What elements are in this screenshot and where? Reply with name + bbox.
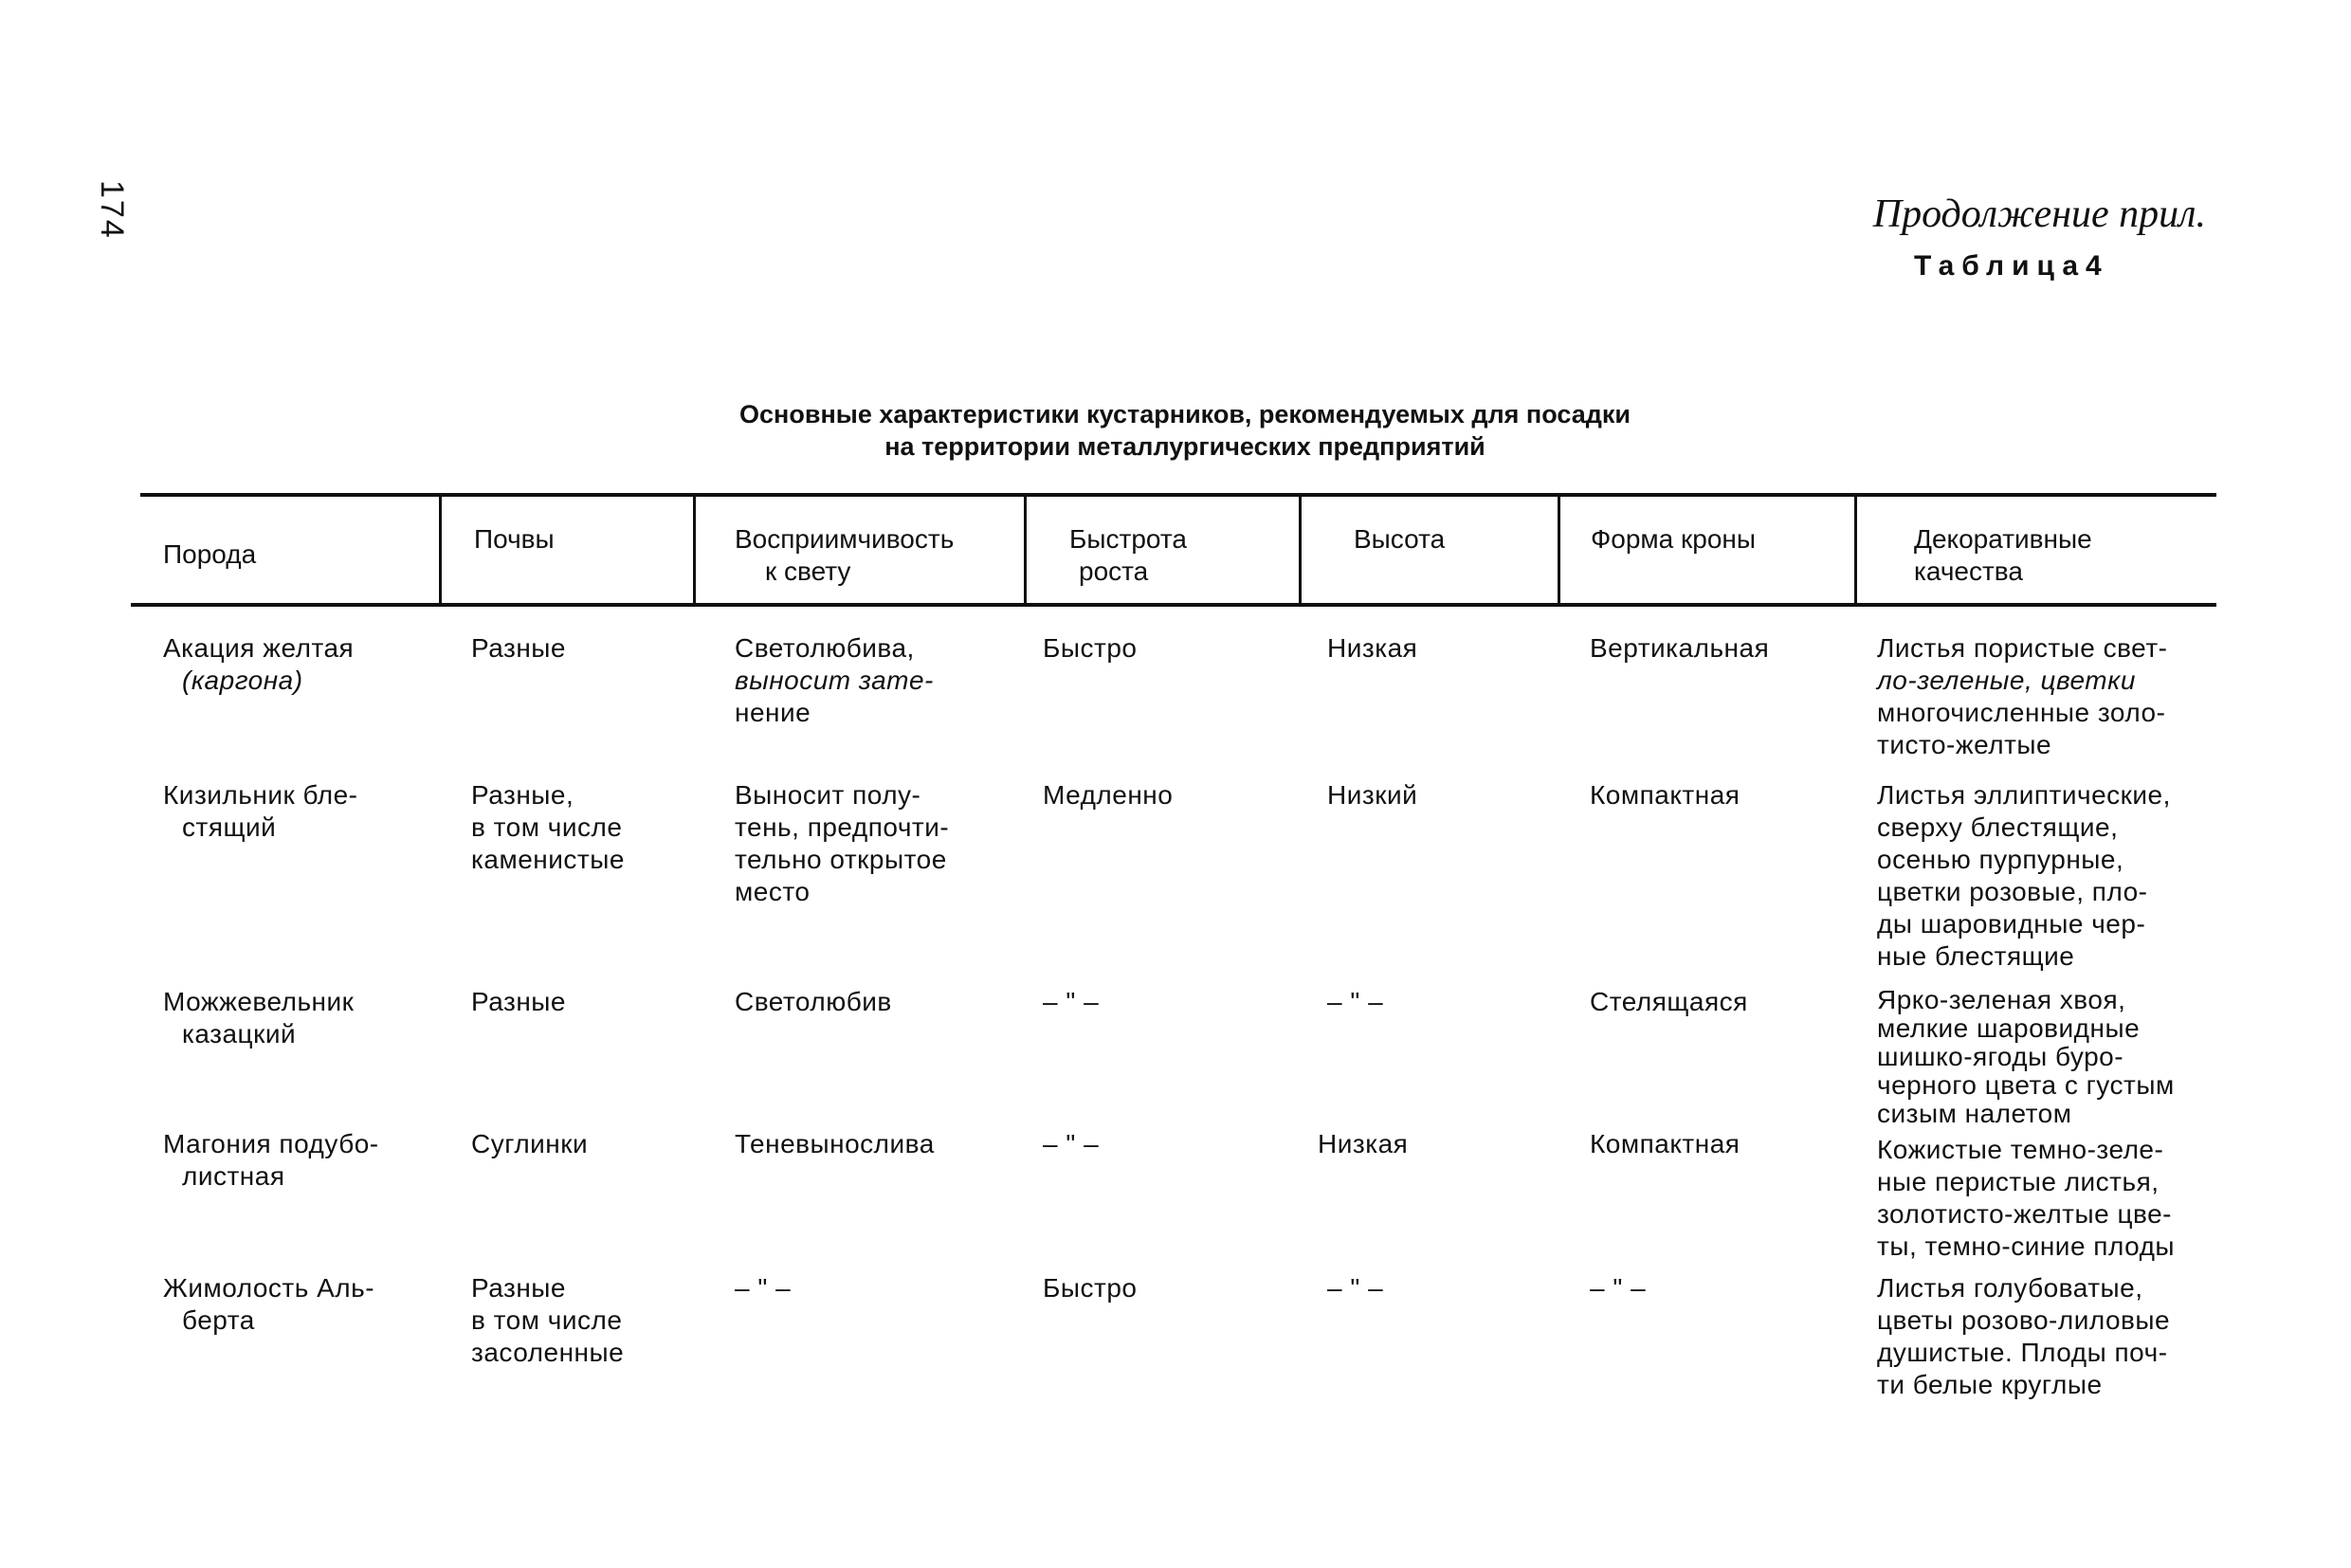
- column-divider: [1024, 497, 1027, 605]
- cell-line: шишко-ягоды буро-: [1877, 1042, 2124, 1071]
- header-light-line2: к свету: [765, 556, 851, 586]
- cell-soils: [471, 779, 625, 876]
- header-growth-line2: роста: [1079, 556, 1149, 586]
- cell-growth: Быстро: [1043, 633, 1138, 663]
- table-label: Таблица4: [1914, 250, 2109, 282]
- cell-species: [163, 632, 354, 697]
- cell-line: многочисленные золо-: [1877, 698, 2166, 727]
- cell-line: казацкий: [182, 1019, 297, 1048]
- cell-line: цветки розовые, пло-: [1877, 877, 2148, 906]
- cell-line: золотисто-желтые цве-: [1877, 1199, 2172, 1229]
- cell-deco: [1877, 632, 2218, 761]
- cell-line: Выносит полу-: [735, 780, 921, 810]
- cell-deco: [1877, 779, 2218, 973]
- cell-line: ные перистые листья,: [1877, 1167, 2160, 1196]
- cell-line: душистые. Плоды поч-: [1877, 1338, 2168, 1367]
- cell-line: тень, предпочти-: [735, 812, 950, 842]
- cell-height: Низкая: [1318, 1129, 1409, 1158]
- cell-line: Листья голубоватые,: [1877, 1273, 2143, 1303]
- cell-crown: Компактная: [1590, 1129, 1740, 1158]
- cell-line: тельно открытое: [735, 845, 947, 874]
- column-divider: [1299, 497, 1302, 605]
- cell-line: Светолюбива,: [735, 633, 915, 663]
- cell-line: засоленные: [471, 1338, 625, 1367]
- cell-line: Ярко-зеленая хвоя,: [1877, 985, 2126, 1014]
- cell-crown: – " –: [1590, 1273, 1647, 1303]
- cell-line: стящий: [182, 812, 277, 842]
- cell-soils: [471, 986, 566, 1018]
- header-deco-line1: Декоративные: [1914, 524, 2092, 554]
- cell-line: выносит зате-: [735, 665, 934, 695]
- header-crown: Форма кроны: [1591, 524, 1757, 554]
- column-divider: [439, 497, 442, 605]
- column-divider: [1854, 497, 1857, 605]
- cell-line: в том числе: [471, 1305, 623, 1335]
- cell-line: Разные: [471, 633, 567, 663]
- cell-line: сизым налетом: [1877, 1099, 2072, 1128]
- cell-line: Магония подубо-: [163, 1129, 379, 1158]
- cell-light: [735, 632, 934, 729]
- table-caption-line2: на территории металлургических предприятий: [884, 432, 1485, 461]
- cell-line: мелкие шаровидные: [1877, 1013, 2141, 1043]
- cell-soils: [471, 1128, 588, 1160]
- cell-line: Разные: [471, 987, 567, 1016]
- cell-line: ти белые круглые: [1877, 1370, 2103, 1399]
- column-divider: [1558, 497, 1560, 605]
- header-soils: Почвы: [474, 524, 555, 554]
- cell-crown: Компактная: [1590, 780, 1740, 810]
- header-height: Высота: [1354, 524, 1446, 554]
- cell-line: Листья пористые свет-: [1877, 633, 2168, 663]
- cell-light: [735, 779, 949, 908]
- cell-height: Низкая: [1327, 633, 1418, 663]
- cell-line: в том числе: [471, 812, 623, 842]
- cell-species: [163, 1272, 374, 1337]
- cell-line: ные блестящие: [1877, 941, 2075, 971]
- cell-deco: [1877, 986, 2218, 1128]
- header-growth-line1: Быстрота: [1069, 524, 1187, 554]
- cell-line: Листья эллиптические,: [1877, 780, 2171, 810]
- cell-crown: Вертикальная: [1590, 633, 1770, 663]
- page-number: 174: [94, 180, 130, 240]
- cell-line: нение: [735, 698, 811, 727]
- cell-line: Акация желтая: [163, 633, 355, 663]
- cell-height: – " –: [1327, 1273, 1384, 1303]
- cell-species: [163, 779, 358, 844]
- cell-line: Светолюбив: [735, 987, 892, 1016]
- cell-line: Теневынослива: [735, 1129, 935, 1158]
- cell-line: цветы розово-лиловые: [1877, 1305, 2171, 1335]
- header-deco-line2: качества: [1914, 556, 2023, 586]
- cell-crown: Стелящаяся: [1590, 987, 1748, 1016]
- cell-growth: Быстро: [1043, 1273, 1138, 1303]
- cell-line: Кизильник бле-: [163, 780, 358, 810]
- cell-species: [163, 1128, 379, 1193]
- cell-height: – " –: [1327, 987, 1384, 1016]
- cell-line: тисто-желтые: [1877, 730, 2052, 759]
- table-header-rule: [131, 603, 2216, 607]
- header-species: Порода: [163, 539, 257, 569]
- cell-deco: [1877, 1134, 2237, 1263]
- cell-deco: [1877, 1272, 2218, 1401]
- cell-line: ло-зеленые, цветки: [1877, 665, 2136, 695]
- cell-line: Жимолость Аль-: [163, 1273, 375, 1303]
- cell-light: [735, 986, 892, 1018]
- column-divider: [693, 497, 696, 605]
- cell-line: сверху блестящие,: [1877, 812, 2119, 842]
- cell-line: место: [735, 877, 811, 906]
- cell-species: [163, 986, 354, 1050]
- cell-line: – " –: [735, 1273, 792, 1303]
- cell-line: Суглинки: [471, 1129, 589, 1158]
- cell-line: ды шаровидные чер-: [1877, 909, 2146, 939]
- cell-line: (каргона): [182, 665, 303, 695]
- cell-soils: [471, 1272, 624, 1369]
- cell-line: Кожистые темно-зеле-: [1877, 1135, 2164, 1164]
- cell-growth: – " –: [1043, 1129, 1100, 1158]
- cell-line: листная: [182, 1161, 285, 1191]
- cell-line: черного цвета с густым: [1877, 1070, 2175, 1100]
- cell-line: берта: [182, 1305, 255, 1335]
- header-light-line1: Восприимчивость: [735, 524, 955, 554]
- cell-height: Низкий: [1327, 780, 1418, 810]
- cell-line: Разные: [471, 1273, 567, 1303]
- cell-line: Можжевельник: [163, 987, 355, 1016]
- table-top-rule: [140, 493, 2216, 497]
- cell-light: [735, 1272, 791, 1304]
- cell-growth: – " –: [1043, 987, 1100, 1016]
- cell-line: каменистые: [471, 845, 625, 874]
- cell-light: [735, 1128, 935, 1160]
- cell-growth: Медленно: [1043, 780, 1174, 810]
- cell-line: Разные,: [471, 780, 574, 810]
- cell-line: ты, темно-синие плоды: [1877, 1231, 2176, 1261]
- cell-soils: [471, 632, 566, 665]
- continuation-title: Продолжение прил.: [1872, 192, 2206, 236]
- cell-line: осенью пурпурные,: [1877, 845, 2124, 874]
- table-caption-line1: Основные характеристики кустарников, рекомендуемых для посадки: [739, 400, 1631, 428]
